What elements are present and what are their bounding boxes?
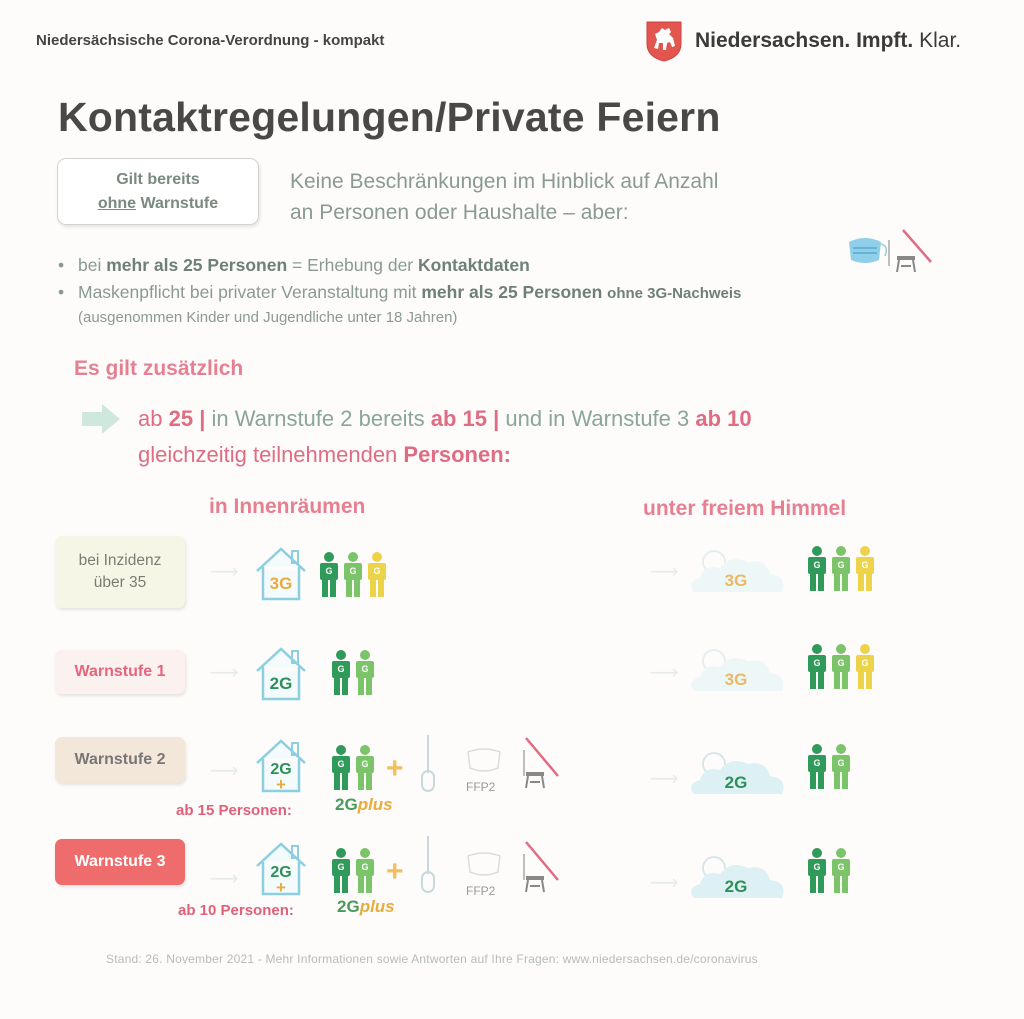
bullet-text: Maskenpflicht bei privater Veranstaltung mit mehr als 25 Personen ohne 3G-Nachweis [78, 282, 742, 302]
svg-text:2G: 2G [724, 773, 748, 792]
svg-text:G: G [361, 862, 369, 872]
test-swab-icon [418, 834, 438, 894]
two-persons-icon [806, 848, 854, 896]
brand-word-3: Klar. [919, 29, 962, 52]
svg-text:3G: 3G [724, 670, 748, 689]
svg-text:2G: 2G [724, 877, 748, 896]
document-series-label: Niedersächsische Corona-Verordnung - kompakt [36, 32, 385, 49]
svg-text:G: G [325, 566, 333, 576]
plus-sign: + [386, 752, 404, 785]
svg-text:G: G [837, 758, 845, 768]
faint-arrow-icon: ⟶ [210, 561, 239, 583]
bullet-item: • Maskenpflicht bei privater Veranstaltung mit mehr als 25 Personen ohne 3G-Nachweis [58, 279, 958, 307]
column-outdoor-heading: unter freiem Himmel [643, 497, 847, 520]
2g-plus-label: 2Gplus [337, 897, 395, 916]
svg-text:2G: 2G [270, 864, 292, 881]
column-indoor-heading: in Innenräumen [209, 495, 366, 518]
level-warnstufe-2: Warnstufe 2 [55, 737, 185, 783]
ffp2-mask-icon [464, 850, 504, 878]
svg-text:G: G [813, 658, 821, 668]
level-warnstufe-3: Warnstufe 3 [55, 839, 185, 885]
svg-text:G: G [837, 862, 845, 872]
faint-arrow-icon: ⟶ [650, 768, 679, 790]
threshold-15-persons: ab 15 Personen: [176, 802, 292, 819]
svg-text:+: + [276, 775, 286, 794]
arrow-right-icon [80, 402, 122, 436]
cloud-2g-icon [686, 852, 790, 904]
faint-arrow-icon: ⟶ [210, 868, 239, 890]
cloud-3g-icon [686, 645, 790, 697]
scope-underlined: ohne [97, 194, 137, 212]
test-swab-icon [418, 733, 438, 793]
svg-text:G: G [813, 862, 821, 872]
house-3g-icon [254, 543, 308, 603]
svg-text:G: G [861, 658, 869, 668]
svg-text:2G: 2G [270, 761, 292, 778]
brand-logo [645, 20, 961, 62]
faint-arrow-icon: ⟶ [650, 561, 679, 583]
ffp2-label: FFP2 [466, 884, 496, 898]
level-incidence-35: bei Inzidenz über 35 [55, 536, 185, 608]
svg-text:G: G [813, 560, 821, 570]
svg-text:G: G [837, 658, 845, 668]
threshold-10-persons: ab 10 Personen: [178, 902, 294, 919]
intro-line-1: Keine Beschränkungen im Hinblick auf Anzahl [290, 170, 719, 193]
ffp2-label: FFP2 [466, 780, 496, 794]
additional-rules-heading: Es gilt zusätzlich [74, 357, 244, 380]
event-mask-icon [514, 840, 560, 896]
event-mask-icon [514, 736, 560, 792]
three-persons-icon [806, 644, 878, 692]
two-persons-icon [330, 848, 378, 896]
svg-text:G: G [337, 664, 345, 674]
faint-arrow-icon: ⟶ [210, 662, 239, 684]
threshold-rule [138, 401, 978, 473]
brand-word-2: Impft. [856, 29, 914, 52]
svg-text:G: G [361, 759, 369, 769]
three-persons-icon [806, 546, 878, 594]
bullet-text: bei mehr als 25 Personen = Erhebung der Kontaktdaten [78, 255, 530, 275]
plus-sign: + [386, 855, 404, 888]
footer-note: Stand: 26. November 2021 - Mehr Informationen sowie Antworten auf Ihre Fragen: www.niedersachsen.de/coronavirus [106, 952, 758, 966]
house-2g-plus-icon [254, 735, 308, 795]
two-persons-icon [330, 650, 378, 698]
horse-crest-icon [645, 20, 683, 62]
intro-text [290, 166, 830, 228]
svg-text:+: + [276, 878, 286, 897]
threshold-line-1: ab 25 | in Warnstufe 2 bereits ab 15 | und in Warnstufe 3 ab 10 [138, 406, 752, 431]
cloud-3g-icon [686, 546, 790, 598]
faint-arrow-icon: ⟶ [210, 760, 239, 782]
brand-word-1: Niedersachsen. [695, 29, 851, 52]
svg-text:G: G [349, 566, 357, 576]
scope-line-2-rest: Warnstufe [140, 194, 219, 212]
bullet-list [58, 252, 958, 329]
faint-arrow-icon: ⟶ [650, 662, 679, 684]
intro-line-2: an Personen oder Haushalte – aber: [290, 201, 629, 224]
svg-text:2G: 2G [269, 674, 293, 693]
faint-arrow-icon: ⟶ [650, 872, 679, 894]
svg-text:G: G [837, 560, 845, 570]
three-persons-icon [318, 552, 390, 600]
cloud-2g-icon [686, 748, 790, 800]
level-warnstufe-1: Warnstufe 1 [55, 650, 185, 694]
house-2g-icon [254, 643, 308, 703]
svg-text:3G: 3G [269, 574, 293, 593]
two-persons-icon [330, 745, 378, 793]
bullet-note: (ausgenommen Kinder und Jugendliche unter 18 Jahren) [78, 309, 458, 326]
threshold-line-2: gleichzeitig teilnehmenden Personen: [138, 442, 511, 467]
two-persons-icon [806, 744, 854, 792]
svg-text:G: G [373, 566, 381, 576]
bullet-item: • bei mehr als 25 Personen = Erhebung der Kontaktdaten [58, 252, 958, 279]
svg-text:G: G [337, 759, 345, 769]
2g-plus-label: 2Gplus [335, 795, 393, 814]
ffp2-mask-icon [464, 746, 504, 774]
svg-text:G: G [337, 862, 345, 872]
svg-text:3G: 3G [724, 571, 748, 590]
scope-line-2 [98, 192, 218, 216]
svg-text:G: G [813, 758, 821, 768]
svg-text:G: G [361, 664, 369, 674]
page-title: Kontaktregelungen/Private Feiern [58, 94, 721, 140]
house-2g-plus-icon [254, 838, 308, 898]
svg-text:G: G [861, 560, 869, 570]
scope-line-1: Gilt bereits [116, 170, 200, 188]
scope-box [57, 158, 259, 225]
